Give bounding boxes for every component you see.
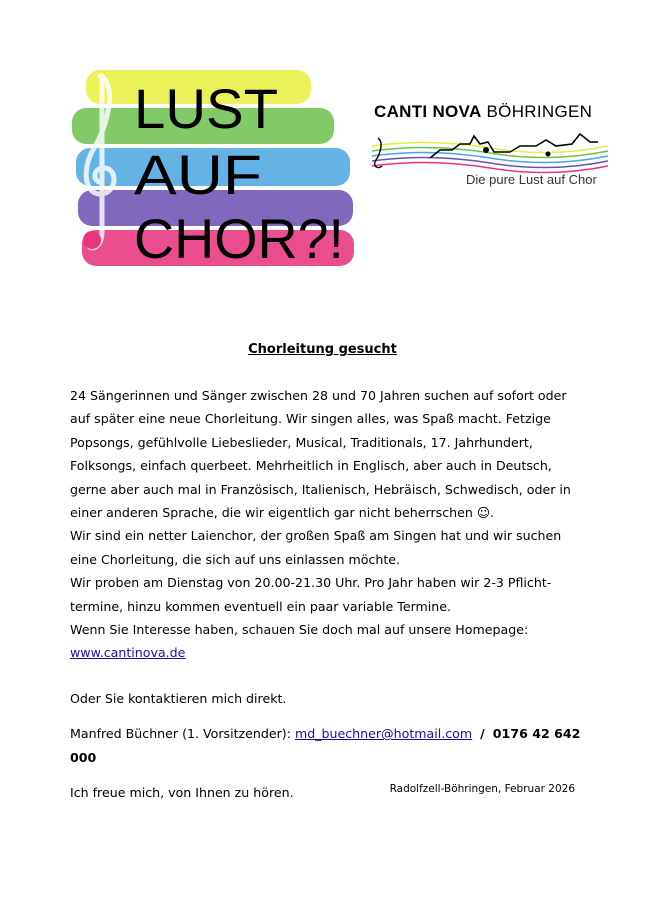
email-link[interactable]: md_buechner@hotmail.com [294, 726, 473, 742]
tagline: Die pure Lust auf Chor [466, 172, 597, 187]
brand-light: BÖHRINGEN [486, 102, 593, 121]
contact-separator: / [480, 726, 485, 742]
paragraph-intro: 24 Sängerinnen und Sänger zwischen 28 und 70 Jahren suchen auf sofort oder auf später eine neue Chorleitung. Wir singen alles, was Spaß macht. Fetzige Popsongs, gefühlvolle Liebeslieder, Musical, Traditionals, 17. Jahrhundert, Folksongs, einfach querbeet. Mehrheitlich in Englisch, aber auch in Deutsch, gerne aber auch mal in Französisch, Italienisch, Hebräisch, Schwedisch, oder in einer anderen Sprache, die wir eigentlich gar nicht beherrschen ☺. [70, 388, 571, 521]
logo-line-1: LUST [134, 77, 278, 140]
contact-line [70, 722, 590, 769]
brand-bold: CANTI NOVA [374, 102, 482, 121]
phone-number: 0176 42 642 000 [70, 726, 581, 765]
clef-dot [83, 231, 101, 249]
signoff: Radolfzell-Böhringen, Februar 2026 [389, 783, 575, 795]
closing: Ich freue mich, von Ihnen zu hören. [70, 785, 294, 801]
music-staff-skyline [370, 128, 610, 174]
small-clef-icon [375, 138, 382, 168]
canti-nova-logo [370, 96, 610, 196]
contact-name: Manfred Büchner (1. Vorsitzender): [70, 726, 295, 742]
paragraph-choir: Wir sind ein netter Laienchor, der großen Spaß am Singen hat und wir suchen eine Chorleitung, die sich auf uns einlassen möchte. [70, 528, 562, 567]
body-text [70, 384, 590, 805]
logo-line-3: CHOR?! [134, 207, 344, 270]
logo-line-2: AUF [134, 143, 262, 206]
page-title: Chorleitung gesucht [248, 342, 397, 357]
brand-name [374, 102, 592, 122]
paragraph-rehearsal: Wir proben am Dienstag von 20.00-21.30 Uhr. Pro Jahr haben wir 2-3 Pflicht-termine, hinzu kommen eventuell ein paar variable Termine. [70, 575, 552, 614]
paragraph-homepage: Wenn Sie Interesse haben, schauen Sie doch mal auf unsere Homepage: [70, 622, 529, 638]
contact-intro: Oder Sie kontaktieren mich direkt. [70, 690, 287, 706]
lust-auf-chor-logo [68, 62, 360, 272]
homepage-link[interactable]: www.cantinova.de [70, 645, 186, 661]
